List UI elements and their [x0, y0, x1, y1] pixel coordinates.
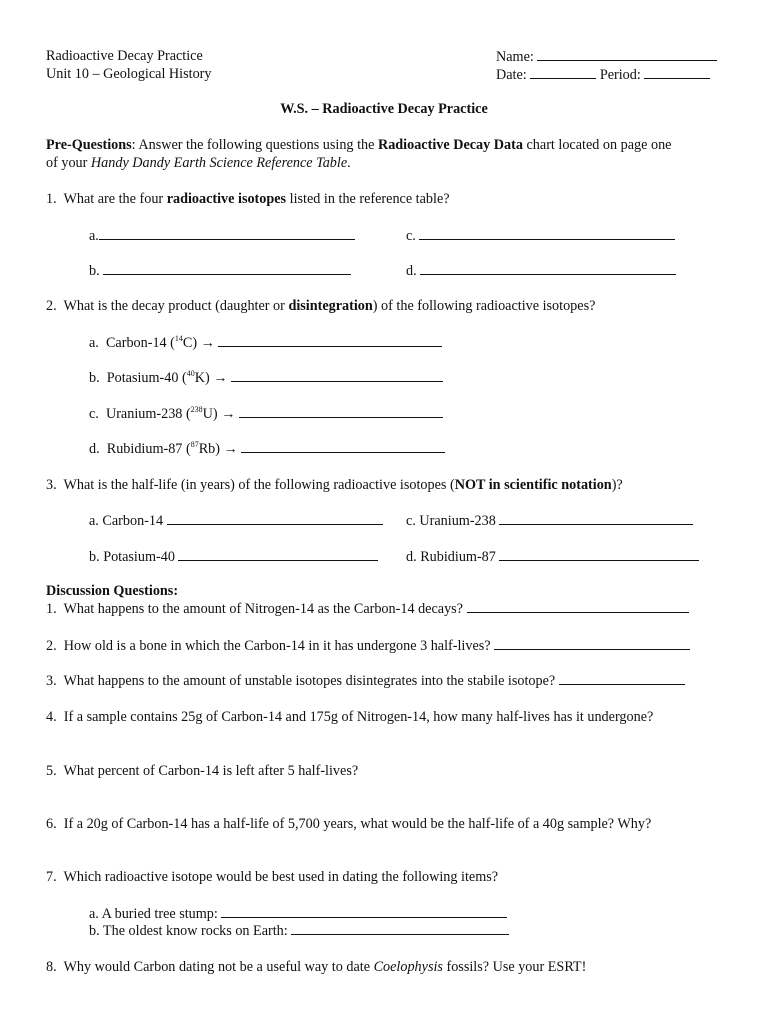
q2b-field[interactable] [231, 369, 443, 382]
q1-answer-c: c. [406, 227, 675, 246]
unit-label: Unit 10 – Geological History [46, 66, 212, 82]
discussion-question-7: 7. Which radioactive isotope would be best used in dating the following items? [46, 869, 499, 885]
d3-field[interactable] [559, 672, 685, 685]
q7-item-a: a. A buried tree stump: [89, 905, 507, 924]
discussion-question-3: 3. What happens to the amount of unstable isotopes disintegrates into the stabile isotope? [46, 672, 685, 691]
discussion-heading: Discussion Questions: [46, 583, 179, 599]
q3a-field[interactable] [167, 512, 383, 525]
period-label: Period: [599, 67, 641, 83]
q1c-field[interactable] [419, 227, 675, 240]
q3d-field[interactable] [499, 548, 699, 561]
q7b-field[interactable] [291, 922, 509, 935]
discussion-question-2: 2. How old is a bone in which the Carbon-14 in it has undergone 3 half-lives? [46, 637, 690, 656]
discussion-question-1: 1. What happens to the amount of Nitrogen-14 as the Carbon-14 decays? [46, 600, 689, 619]
date-period-row [496, 66, 710, 85]
name-field[interactable] [537, 48, 717, 61]
question-2: 2. What is the decay product (daughter or disintegration) of the following radioactive isotopes? [46, 298, 596, 314]
date-field[interactable] [530, 66, 596, 79]
q7-item-b: b. The oldest know rocks on Earth: [89, 922, 509, 941]
q3-answer-a: a. Carbon-14 [89, 512, 383, 531]
q3-answer-c: c. Uranium-238 [406, 512, 693, 531]
q1d-field[interactable] [420, 262, 676, 275]
d1-field[interactable] [467, 600, 689, 613]
question-3: 3. What is the half-life (in years) of the following radioactive isotopes (NOT in scientific notation)? [46, 477, 623, 493]
pre-questions-line1: Pre-Questions: Answer the following questions using the Radioactive Decay Data chart located on page one [46, 137, 672, 153]
q2c-field[interactable] [239, 405, 443, 418]
q3-answer-d: d. Rubidium-87 [406, 548, 699, 567]
pre-questions-label: Pre-Questions [46, 137, 132, 153]
q2d-field[interactable] [241, 440, 445, 453]
worksheet-subtitle: Radioactive Decay Practice [46, 48, 203, 64]
q7a-field[interactable] [221, 905, 507, 918]
q2-item-c: c. Uranium-238 ($^{238}$U) → [89, 405, 443, 424]
q1-answer-b: b. [89, 262, 351, 281]
pre-questions-line2: of your Handy Dandy Earth Science Reference Table. [46, 155, 351, 171]
q2-item-d: d. Rubidium-87 ($^{87}$Rb) → [89, 440, 445, 459]
q2-item-a: a. Carbon-14 ($^{14}$C) → [89, 334, 442, 353]
name-row [496, 48, 717, 67]
name-label: Name: [496, 49, 534, 65]
date-label: Date: [496, 67, 527, 83]
q1b-field[interactable] [103, 262, 351, 275]
discussion-question-6: 6. If a 20g of Carbon-14 has a half-life of 5,700 years, what would be the half-life of a 40g sample? Why? [46, 816, 652, 832]
q3c-field[interactable] [499, 512, 693, 525]
d2-field[interactable] [494, 637, 690, 650]
q2a-field[interactable] [218, 334, 442, 347]
q2-item-b: b. Potasium-40 ($^{40}$K) → [89, 369, 443, 388]
q1-answer-a: a. [89, 227, 355, 246]
question-1: 1. What are the four radioactive isotopes listed in the reference table? [46, 191, 450, 207]
page-title: W.S. – Radioactive Decay Practice [280, 101, 488, 117]
period-field[interactable] [644, 66, 710, 79]
q3-answer-b: b. Potasium-40 [89, 548, 378, 567]
discussion-question-5: 5. What percent of Carbon-14 is left after 5 half-lives? [46, 763, 359, 779]
q1-answer-d: d. [406, 262, 676, 281]
q1a-field[interactable] [99, 227, 355, 240]
q3b-field[interactable] [178, 548, 378, 561]
discussion-question-8: 8. Why would Carbon dating not be a useful way to date Coelophysis fossils? Use your ESRT! [46, 959, 587, 975]
discussion-question-4: 4. If a sample contains 25g of Carbon-14 and 175g of Nitrogen-14, how many half-lives has it undergone? [46, 709, 654, 725]
